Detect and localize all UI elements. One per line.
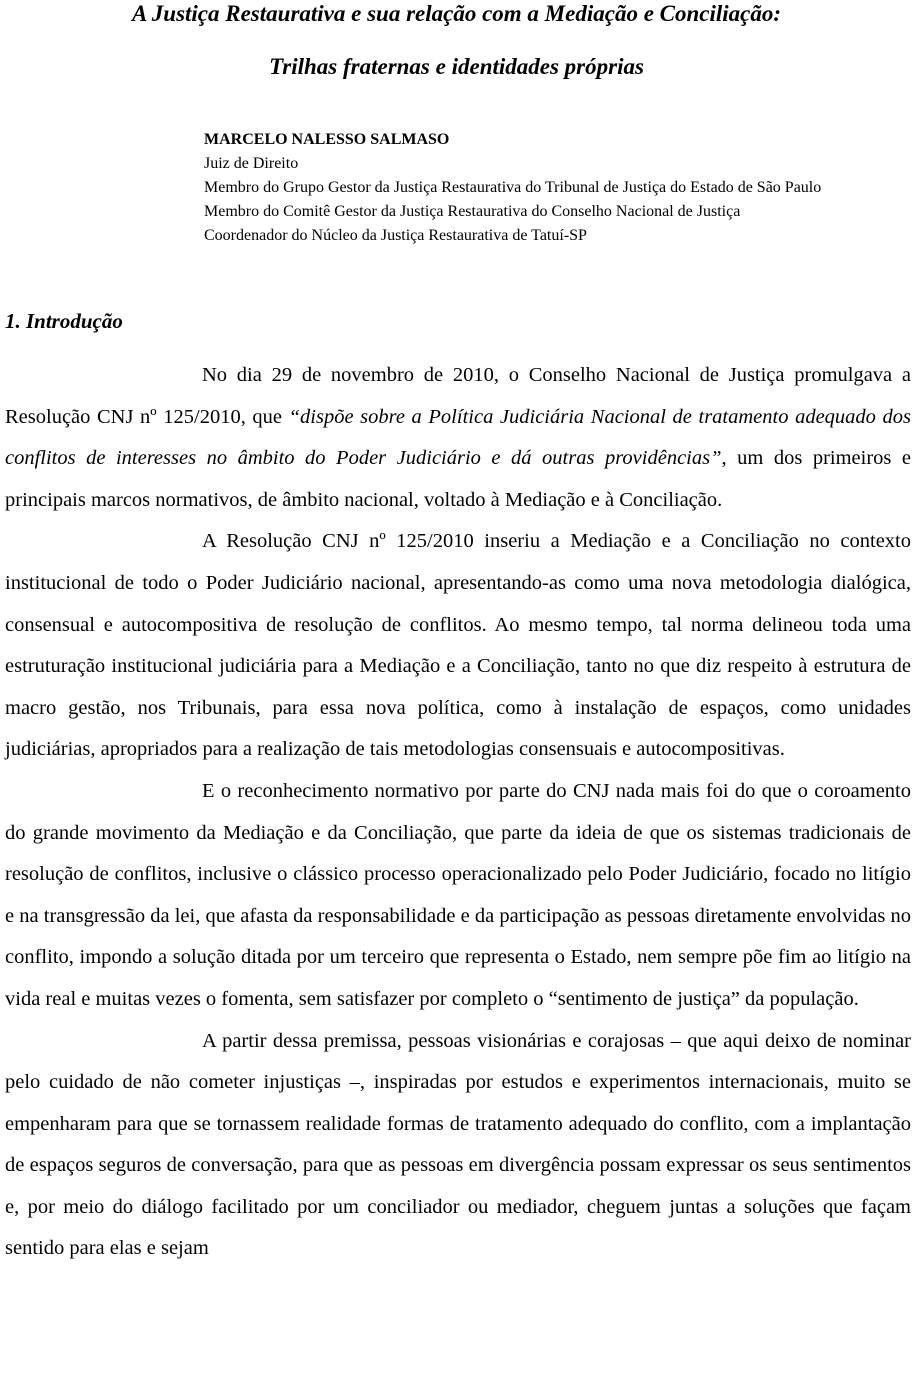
- author-role: Juiz de Direito: [204, 155, 299, 172]
- author-role: Coordenador do Núcleo da Justiça Restaurativa de Tatuí-SP: [204, 227, 587, 244]
- resolution-quote: “dispõe sobre a Política Judiciária Nacional de tratamento adequado dos conflitos de interesses no âmbito do Poder Judiciário e dá outras providências”: [5, 405, 911, 470]
- paragraph: E o reconhecimento normativo por parte do CNJ nada mais foi do que o coroamento do grande movimento da Mediação e da Conciliação, que parte da ideia de que os sistemas tradicionais de resolução de conflitos, inclusive o clássico processo operacionalizado pelo Poder Judiciário, focado no litígio e na transgressão da lei, que afasta da responsabilidade e da participação as pessoas diretamente envolvidas no conflito, impondo a solução ditada por um terceiro que representa o Estado, nem sempre põe fim ao litígio na vida real e muitas vezes o fomenta, sem satisfazer por completo o “sentimento de justiça” da população.: [5, 779, 911, 1010]
- document-title: A Justiça Restaurativa e sua relação com a Mediação e Conciliação:: [131, 1, 782, 26]
- author-role: Membro do Grupo Gestor da Justiça Restaurativa do Tribunal de Justiça do Estado de São Paulo: [204, 179, 822, 196]
- paragraph-text: , um dos primeiros e principais marcos normativos, de âmbito nacional, voltado à Mediação e à Conciliação.: [5, 447, 912, 511]
- paragraph: [5, 355, 911, 521]
- section-heading: 1. Introdução: [5, 309, 123, 333]
- document-subtitle: Trilhas fraternas e identidades próprias: [269, 54, 644, 79]
- paragraph: A partir dessa premissa, pessoas visionárias e corajosas – que aqui deixo de nominar pelo cuidado de não cometer injustiças –, inspiradas por estudos e experimentos internacionais, muito se empenharam para que se tornassem realidade formas de tratamento adequado do conflito, com a implantação de espaços seguros de conversação, para que as pessoas em divergência possam expressar os seus sentimentos e, por meio do diálogo facilitado por um conciliador ou mediador, cheguem juntas a soluções que façam sentido para elas e sejam: [5, 1029, 911, 1260]
- author-block: [204, 128, 909, 248]
- author-name: MARCELO NALESSO SALMASO: [204, 131, 450, 148]
- paragraph-text: No dia 29 de novembro de 2010, o Conselho Nacional de Justiça promulgava a Resolução CNJ nº 125/2010, que: [5, 364, 911, 428]
- author-role: Membro do Comitê Gestor da Justiça Restaurativa do Conselho Nacional de Justiça: [204, 203, 741, 220]
- body-text: [5, 355, 911, 1270]
- paragraph: A Resolução CNJ nº 125/2010 inseriu a Mediação e a Conciliação no contexto institucional de todo o Poder Judiciário nacional, apresentando-as como uma nova metodologia dialógica, consensual e autocompositiva de resolução de conflitos. Ao mesmo tempo, tal norma delineou toda uma estruturação institucional judiciária para a Mediação e a Conciliação, tanto no que diz respeito à estrutura de macro gestão, nos Tribunais, para essa nova política, como à instalação de espaços, como unidades judiciárias, apropriados para a realização de tais metodologias consensuais e autocompositivas.: [5, 530, 911, 761]
